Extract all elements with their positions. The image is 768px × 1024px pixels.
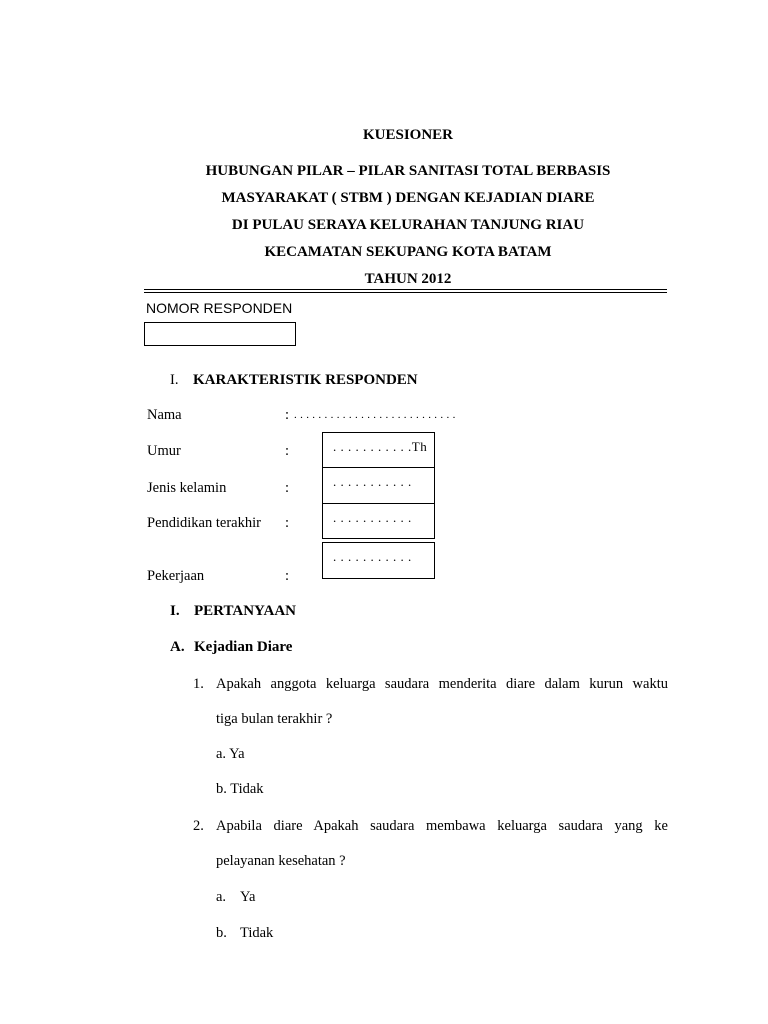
field-label-pekerjaan: Pekerjaan: [147, 568, 205, 584]
field-box-umur[interactable]: [322, 432, 435, 468]
question-2-option-a-text[interactable]: Ya: [240, 889, 256, 905]
document-title: KUESIONER: [362, 127, 454, 143]
field-separator-pekerjaan: :: [285, 568, 290, 584]
header-rule-top: [144, 289, 667, 290]
section1-title: KARAKTERISTIK RESPONDEN: [193, 372, 418, 388]
field-label-pendidikan: Pendidikan terakhir: [147, 515, 261, 531]
subsection-letter: A.: [170, 639, 185, 655]
section1-number: I.: [170, 372, 179, 388]
subsection-title: Kejadian Diare: [194, 639, 293, 655]
field-separator-jenis-kelamin: :: [285, 480, 290, 496]
question-1-text-line1: Apakah anggota keluarga saudara menderita diare dalam kurun waktu: [216, 676, 668, 692]
question-2-text-line1: Apabila diare Apakah saudara membawa keluarga saudara yang ke: [216, 818, 668, 834]
question-2-option-b-text[interactable]: Tidak: [240, 925, 274, 941]
question-2-option-a-letter: a.: [216, 889, 227, 905]
question-1-text-line2: tiga bulan terakhir ?: [216, 711, 333, 727]
question-2-option-b-letter: b.: [216, 925, 227, 941]
field-box-pekerjaan[interactable]: [322, 542, 435, 579]
question-1-option-b[interactable]: b. Tidak: [216, 781, 264, 797]
subtitle-line-1: HUBUNGAN PILAR – PILAR SANITASI TOTAL BERBASIS: [205, 163, 611, 179]
header-rule-bottom: [144, 292, 667, 293]
subtitle-line-2: MASYARAKAT ( STBM ) DENGAN KEJADIAN DIARE: [221, 190, 595, 206]
field-value-pekerjaan: . . . . . . . . . . .: [333, 549, 412, 564]
question-2-number: 2.: [193, 818, 204, 834]
field-label-umur: Umur: [147, 443, 181, 459]
field-box-pendidikan[interactable]: [322, 503, 435, 539]
field-value-umur: . . . . . . . . . . .Th: [333, 439, 428, 454]
question-2-text-line2: pelayanan kesehatan ?: [216, 853, 346, 869]
section2-number: I.: [170, 603, 180, 619]
field-label-nama: Nama: [147, 407, 182, 423]
subtitle-line-5: TAHUN 2012: [364, 271, 452, 287]
respondent-number-label: NOMOR RESPONDEN: [146, 300, 293, 316]
respondent-number-box[interactable]: [144, 322, 296, 346]
field-label-jenis-kelamin: Jenis kelamin: [147, 480, 227, 496]
subtitle-line-3: DI PULAU SERAYA KELURAHAN TANJUNG RIAU: [231, 217, 585, 233]
section2-title: PERTANYAAN: [194, 603, 296, 619]
field-separator-pendidikan: :: [285, 515, 290, 531]
field-separator-umur: :: [285, 443, 290, 459]
question-1-number: 1.: [193, 676, 204, 692]
field-value-nama[interactable]: . . . . . . . . . . . . . . . . . . . . . . . . . . .: [294, 409, 456, 421]
field-value-pendidikan: . . . . . . . . . . .: [333, 510, 412, 525]
field-value-jenis-kelamin: . . . . . . . . . . .: [333, 474, 412, 489]
subtitle-line-4: KECAMATAN SEKUPANG KOTA BATAM: [264, 244, 552, 260]
question-1-option-a[interactable]: a. Ya: [216, 746, 245, 762]
field-separator-nama: :: [285, 407, 290, 423]
field-box-jenis-kelamin[interactable]: [322, 467, 435, 504]
